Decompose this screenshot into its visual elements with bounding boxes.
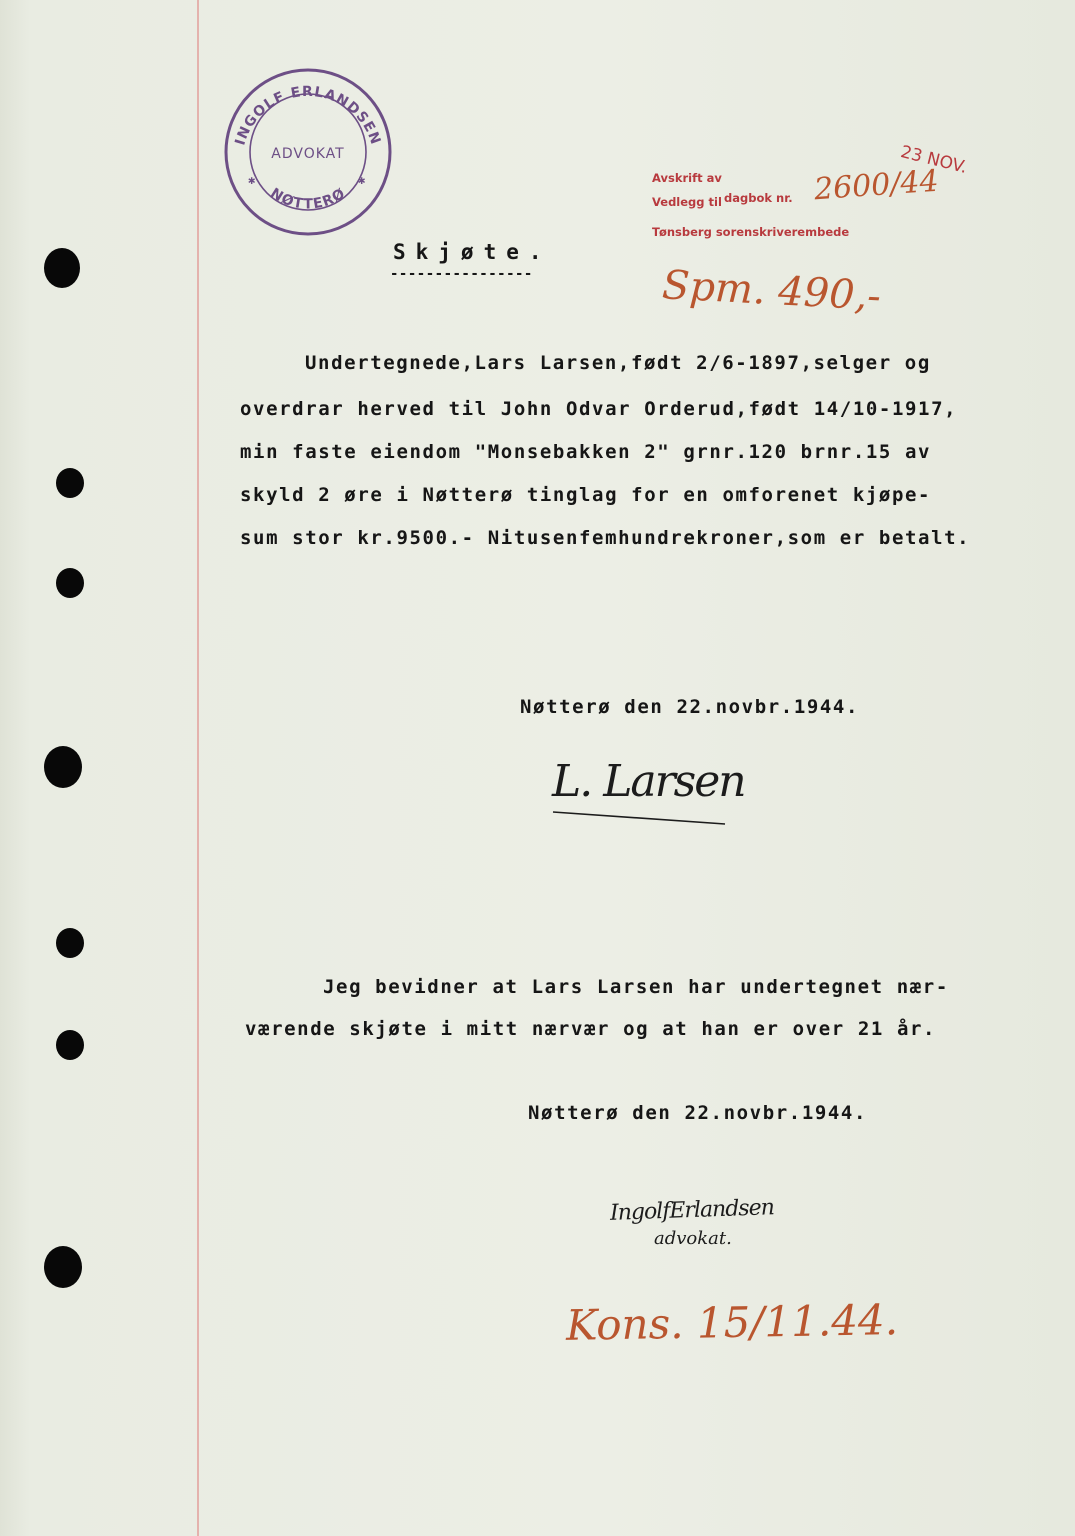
svg-text:NØTTERØ <box>267 185 348 212</box>
stamp-name: INGOLF ERLANDSEN <box>232 83 384 148</box>
stamp-line-3: Tønsberg sorenskriverembede <box>652 225 850 239</box>
stamp-number: 2600/44 <box>812 163 940 208</box>
punch-hole <box>56 468 84 498</box>
fee-note: Spm. 490,- <box>660 262 883 320</box>
stamp-place: NØTTERØ <box>267 185 349 213</box>
body-line: overdrar herved til John Odvar Orderud,født 14/10-1917, <box>240 398 958 420</box>
lawyer-stamp <box>222 66 394 238</box>
stamp-title: ADVOKAT <box>271 146 345 162</box>
punch-hole <box>56 928 84 958</box>
place-date: Nøtterø den 22.novbr.1944. <box>528 1102 868 1124</box>
seller-signature: L. Larsen <box>552 756 745 807</box>
stamp-star-icon: ✱ <box>358 173 366 187</box>
body-line: skyld 2 øre i Nøtterø tinglag for en omforenet kjøpe- <box>240 484 932 506</box>
punch-hole <box>56 1030 84 1060</box>
stamp-star-icon: ✱ <box>248 173 256 187</box>
punch-hole <box>44 746 82 788</box>
title-rule: ---------------- <box>390 266 533 282</box>
stamp-line-2: Vedlegg til <box>652 195 722 209</box>
document-title: Skjøte. <box>393 240 552 264</box>
signature-flourish <box>545 800 745 830</box>
witness-line: Jeg bevidner at Lars Larsen har undertegnet nær- <box>323 976 949 998</box>
witness-signature: IngolfErlandsen <box>609 1195 775 1226</box>
punch-hole <box>56 568 84 598</box>
bottom-note: Kons. 15/11.44. <box>565 1295 899 1350</box>
punch-hole <box>44 1246 82 1288</box>
stamp-line-1: Avskrift av <box>652 171 722 185</box>
punch-hole <box>44 248 80 288</box>
body-line: sum stor kr.9500.- Nitusenfemhundrekroner,som er betalt. <box>240 527 971 549</box>
place-date: Nøtterø den 22.novbr.1944. <box>520 696 860 718</box>
body-line: Undertegnede,Lars Larsen,født 2/6-1897,selger og <box>305 352 931 374</box>
margin-line <box>197 0 199 1536</box>
svg-text:INGOLF ERLANDSEN <box>232 84 383 147</box>
stamp-dagbok: dagbok nr. <box>724 191 793 205</box>
stamp-date: 23 NOV. <box>898 142 970 178</box>
witness-line: værende skjøte i mitt nærvær og at han er over 21 år. <box>245 1018 937 1040</box>
body-line: min faste eiendom "Monsebakken 2" grnr.120 brnr.15 av <box>240 441 932 463</box>
witness-title: advokat. <box>654 1228 732 1249</box>
